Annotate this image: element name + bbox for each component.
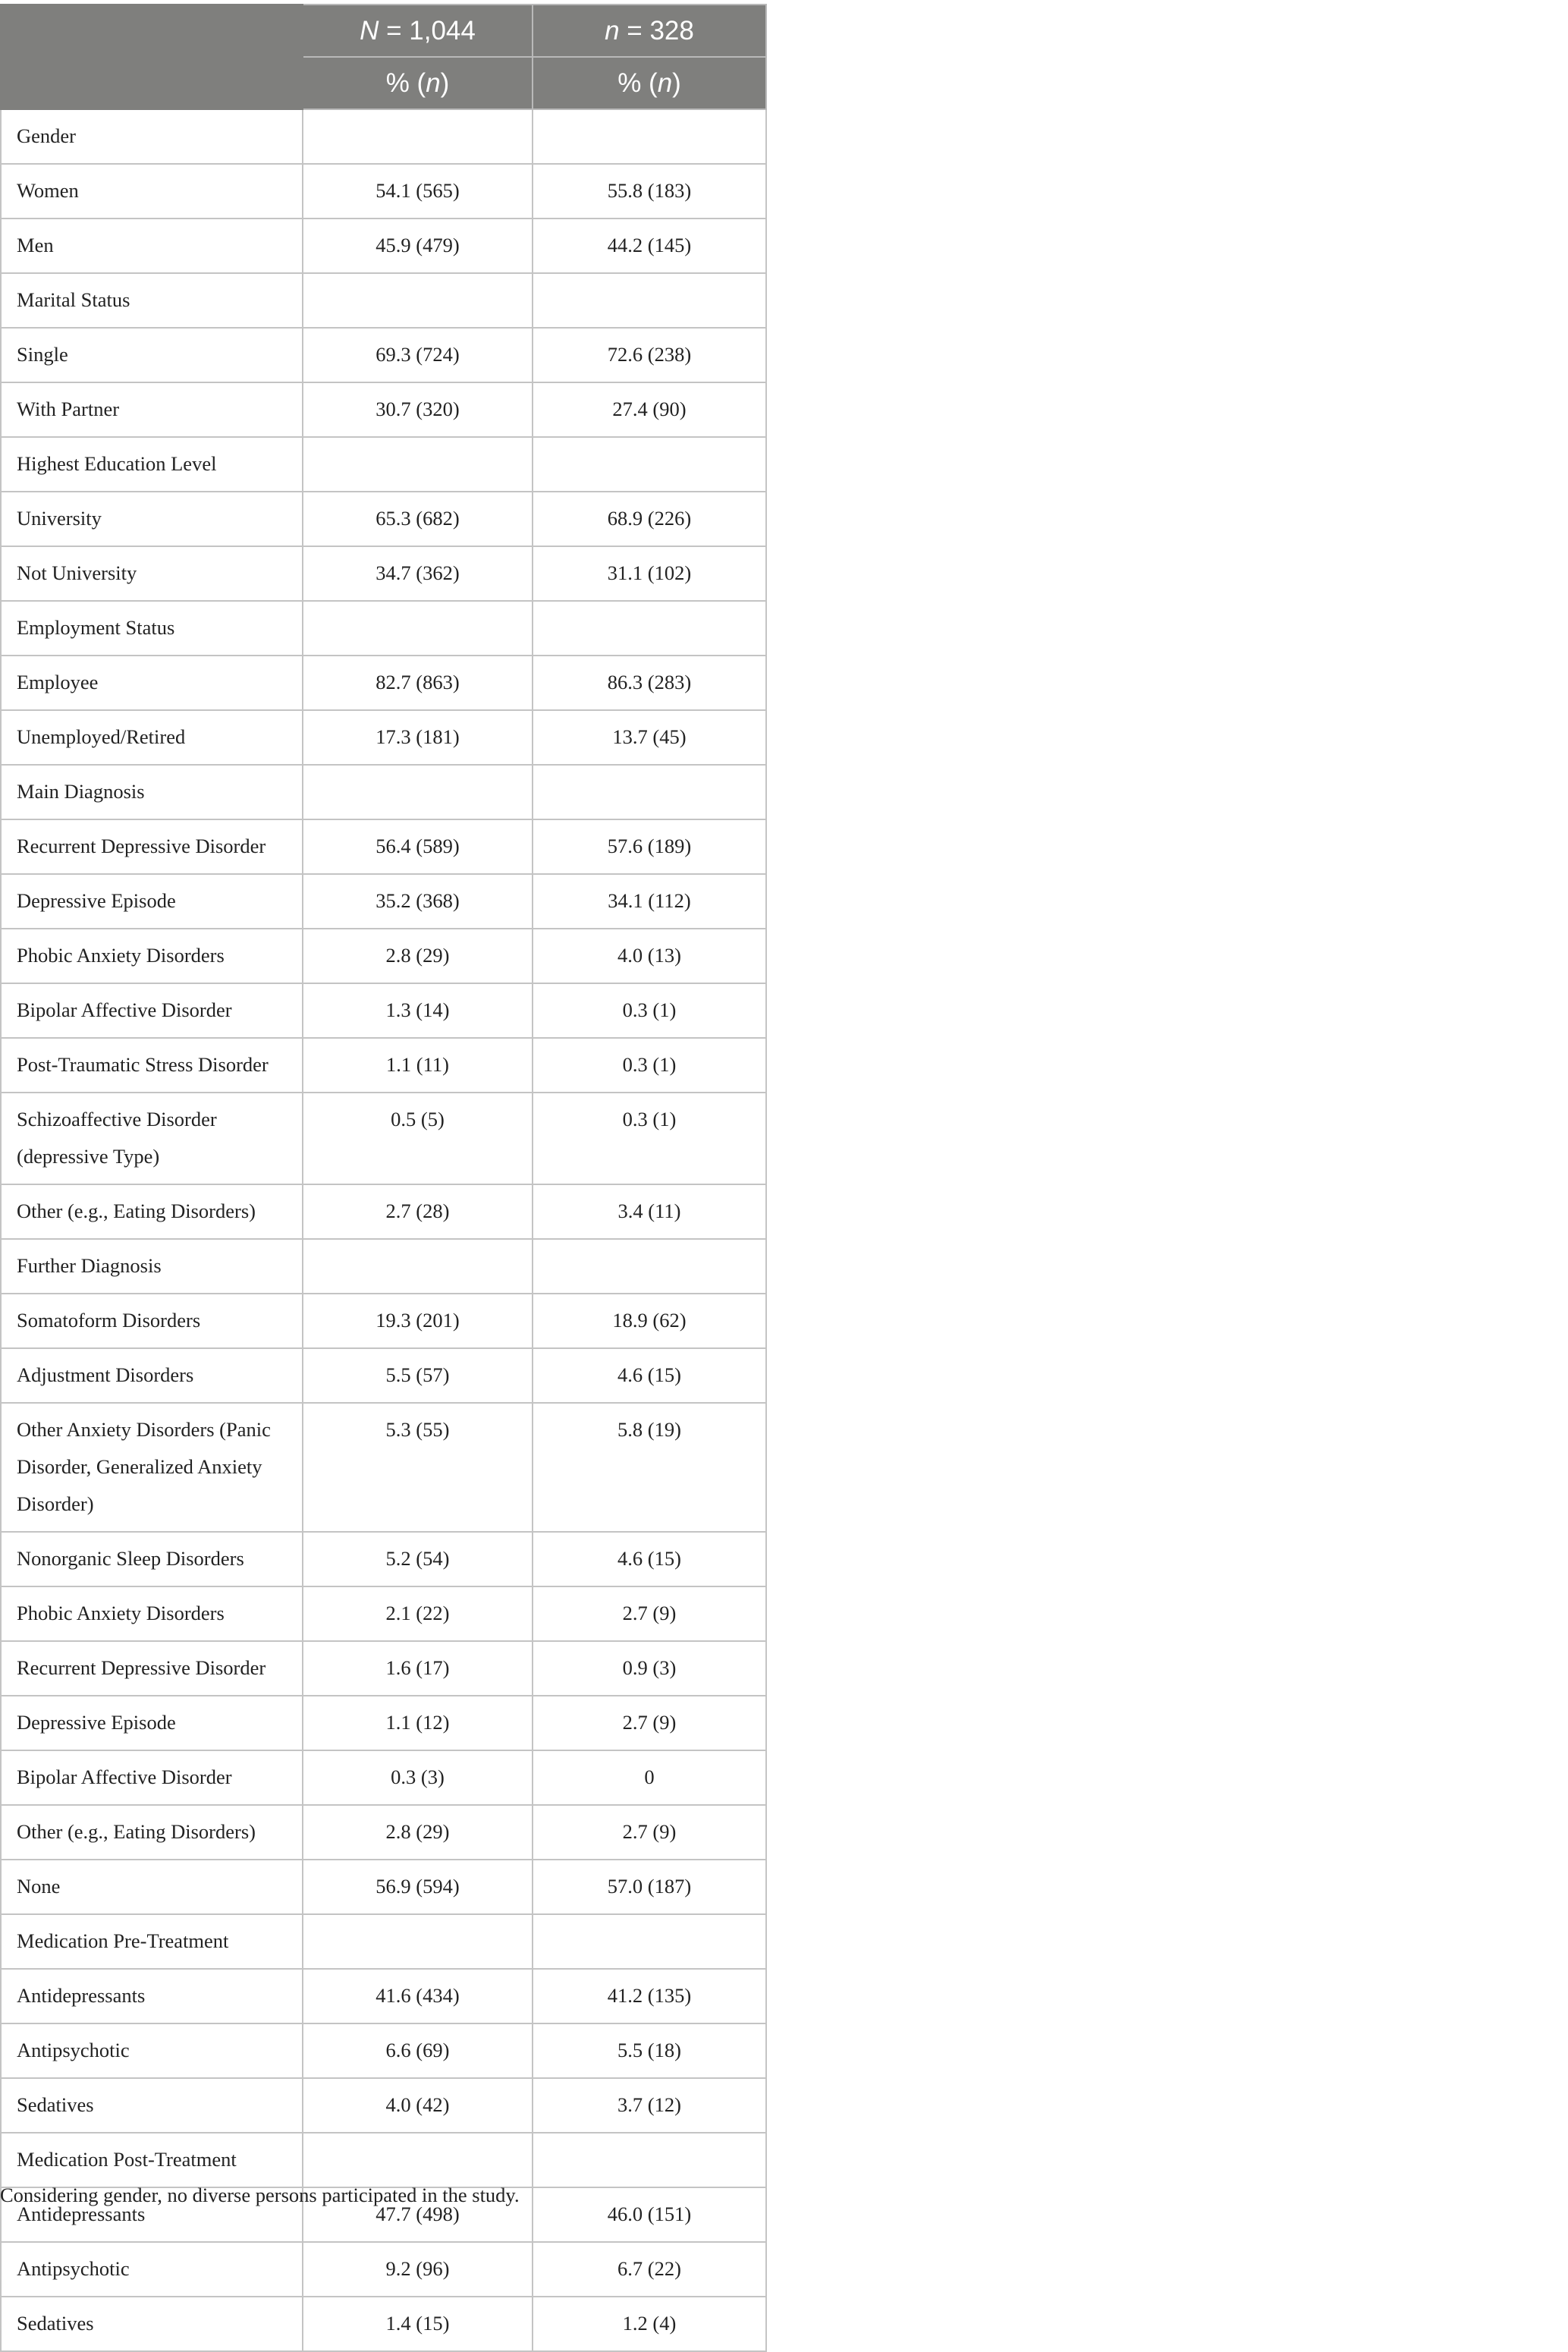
subsample-value-cell: 34.1 (112) [533, 874, 766, 929]
row-label-cell: Nonorganic Sleep Disorders [1, 1532, 303, 1586]
row-label-cell: Medication Post-Treatment [1, 2133, 303, 2187]
total-sample-value-cell: 6.6 (69) [303, 2023, 533, 2078]
row-label-cell: Antipsychotic [1, 2023, 303, 2078]
table-row [1, 819, 766, 874]
row-label-cell: Marital Status [1, 273, 303, 328]
table-row [1, 273, 766, 328]
total-sample-value-cell [303, 601, 533, 656]
demographics-table [0, 4, 767, 2352]
row-label-cell: Unemployed/Retired [1, 710, 303, 765]
row-label-cell: With Partner [1, 382, 303, 437]
table-row [1, 765, 766, 819]
row-label-cell: Phobic Anxiety Disorders [1, 1586, 303, 1641]
total-sample-value-cell [303, 765, 533, 819]
total-sample-value-cell: 41.6 (434) [303, 1969, 533, 2023]
table-footnote: Considering gender, no diverse persons participated in the study. [0, 2184, 520, 2206]
subsample-value-cell: 55.8 (183) [533, 164, 766, 219]
total-sample-value-cell: 34.7 (362) [303, 546, 533, 601]
subsample-value-cell: 44.2 (145) [533, 219, 766, 273]
table-row [1, 164, 766, 219]
table-row [1, 874, 766, 929]
header-total-sample [303, 5, 533, 57]
row-label-cell: Men [1, 219, 303, 273]
table-row [1, 1093, 766, 1184]
table-row [1, 1914, 766, 1969]
total-sample-value-cell: 5.5 (57) [303, 1348, 533, 1403]
row-label-cell: Adjustment Disorders [1, 1348, 303, 1403]
subsample-value-cell [533, 765, 766, 819]
table-body [1, 109, 766, 2351]
row-label-cell: Bipolar Affective Disorder [1, 1750, 303, 1805]
table-row [1, 1750, 766, 1805]
row-label-cell: Somatoform Disorders [1, 1294, 303, 1348]
header-row-sample-size [1, 5, 766, 57]
header-units-col1 [303, 57, 533, 109]
subsample-value-cell: 4.6 (15) [533, 1348, 766, 1403]
row-label-cell: Sedatives [1, 2297, 303, 2351]
table-row [1, 710, 766, 765]
subsample-value-cell: 1.2 (4) [533, 2297, 766, 2351]
header-units-col2 [533, 57, 766, 109]
total-sample-value-cell: 45.9 (479) [303, 219, 533, 273]
table-row [1, 546, 766, 601]
row-label-cell: Medication Pre-Treatment [1, 1914, 303, 1969]
subsample-value-cell: 46.0 (151) [533, 2187, 766, 2242]
units-pct: % ( [617, 68, 658, 98]
header-subsample-value: = 328 [619, 15, 694, 46]
subsample-value-cell [533, 601, 766, 656]
subsample-value-cell: 0.3 (1) [533, 1093, 766, 1184]
row-label-cell: Single [1, 328, 303, 382]
table-row [1, 437, 766, 492]
subsample-value-cell: 3.7 (12) [533, 2078, 766, 2133]
row-label-cell: Recurrent Depressive Disorder [1, 819, 303, 874]
total-sample-value-cell: 54.1 (565) [303, 164, 533, 219]
row-label-cell: Highest Education Level [1, 437, 303, 492]
table-row [1, 1805, 766, 1860]
table-row [1, 492, 766, 546]
total-sample-value-cell: 2.8 (29) [303, 1805, 533, 1860]
table-row [1, 219, 766, 273]
row-label-cell: Post-Traumatic Stress Disorder [1, 1038, 303, 1093]
row-label-cell: Phobic Anxiety Disorders [1, 929, 303, 983]
total-sample-value-cell: 82.7 (863) [303, 656, 533, 710]
total-sample-value-cell: 4.0 (42) [303, 2078, 533, 2133]
subsample-value-cell: 5.8 (19) [533, 1403, 766, 1532]
units-close: ) [672, 68, 681, 98]
total-sample-value-cell: 1.3 (14) [303, 983, 533, 1038]
total-sample-value-cell: 56.4 (589) [303, 819, 533, 874]
subsample-value-cell: 41.2 (135) [533, 1969, 766, 2023]
subsample-value-cell: 72.6 (238) [533, 328, 766, 382]
total-sample-value-cell [303, 437, 533, 492]
row-label-cell: Sedatives [1, 2078, 303, 2133]
table-row [1, 1184, 766, 1239]
table-row [1, 983, 766, 1038]
row-label-cell: Employee [1, 656, 303, 710]
header-subsample-var: n [605, 15, 620, 46]
subsample-value-cell: 86.3 (283) [533, 656, 766, 710]
table-row [1, 382, 766, 437]
total-sample-value-cell: 0.3 (3) [303, 1750, 533, 1805]
header-subsample [533, 5, 766, 57]
units-n: n [426, 68, 441, 98]
subsample-value-cell [533, 1914, 766, 1969]
table-row [1, 1969, 766, 2023]
subsample-value-cell: 3.4 (11) [533, 1184, 766, 1239]
total-sample-value-cell: 35.2 (368) [303, 874, 533, 929]
subsample-value-cell: 4.6 (15) [533, 1532, 766, 1586]
row-label-cell: Other (e.g., Eating Disorders) [1, 1184, 303, 1239]
row-label-cell: Recurrent Depressive Disorder [1, 1641, 303, 1696]
row-label-cell: Gender [1, 109, 303, 164]
subsample-value-cell: 57.0 (187) [533, 1860, 766, 1914]
subsample-value-cell [533, 273, 766, 328]
table-row [1, 328, 766, 382]
table-header [1, 5, 766, 109]
header-total-value: = 1,044 [379, 15, 476, 46]
table-row [1, 109, 766, 164]
row-label-cell: None [1, 1860, 303, 1914]
table-row [1, 1860, 766, 1914]
subsample-value-cell: 4.0 (13) [533, 929, 766, 983]
subsample-value-cell: 57.6 (189) [533, 819, 766, 874]
total-sample-value-cell: 19.3 (201) [303, 1294, 533, 1348]
header-blank-cell [1, 5, 303, 109]
total-sample-value-cell [303, 1239, 533, 1294]
total-sample-value-cell: 1.1 (11) [303, 1038, 533, 1093]
row-label-cell: Other (e.g., Eating Disorders) [1, 1805, 303, 1860]
table-row [1, 656, 766, 710]
table-row [1, 1038, 766, 1093]
table-row [1, 1532, 766, 1586]
header-total-var: N [360, 15, 379, 46]
total-sample-value-cell: 65.3 (682) [303, 492, 533, 546]
row-label-cell: Employment Status [1, 601, 303, 656]
table-row [1, 929, 766, 983]
row-label-cell: Further Diagnosis [1, 1239, 303, 1294]
total-sample-value-cell: 47.7 (498) [303, 2187, 533, 2242]
subsample-value-cell: 0 [533, 1750, 766, 1805]
subsample-value-cell [533, 1239, 766, 1294]
subsample-value-cell: 2.7 (9) [533, 1696, 766, 1750]
total-sample-value-cell: 1.1 (12) [303, 1696, 533, 1750]
units-close: ) [440, 68, 450, 98]
subsample-value-cell: 2.7 (9) [533, 1586, 766, 1641]
total-sample-value-cell [303, 2133, 533, 2187]
subsample-value-cell: 18.9 (62) [533, 1294, 766, 1348]
total-sample-value-cell: 2.7 (28) [303, 1184, 533, 1239]
subsample-value-cell: 0.9 (3) [533, 1641, 766, 1696]
total-sample-value-cell [303, 109, 533, 164]
subsample-value-cell: 2.7 (9) [533, 1805, 766, 1860]
total-sample-value-cell: 5.2 (54) [303, 1532, 533, 1586]
total-sample-value-cell [303, 1914, 533, 1969]
row-label-cell: Not University [1, 546, 303, 601]
row-label-cell: Other Anxiety Disorders (Panic Disorder, Generalized Anxiety Disorder) [1, 1403, 303, 1532]
table-row [1, 1586, 766, 1641]
row-label-cell: University [1, 492, 303, 546]
units-n: n [657, 68, 673, 98]
row-label-cell: Main Diagnosis [1, 765, 303, 819]
total-sample-value-cell: 0.5 (5) [303, 1093, 533, 1184]
table-row [1, 1641, 766, 1696]
table-row [1, 1239, 766, 1294]
total-sample-value-cell: 5.3 (55) [303, 1403, 533, 1532]
subsample-value-cell: 0.3 (1) [533, 983, 766, 1038]
table-row [1, 2242, 766, 2297]
units-pct: % ( [385, 68, 426, 98]
row-label-cell: Bipolar Affective Disorder [1, 983, 303, 1038]
total-sample-value-cell: 1.6 (17) [303, 1641, 533, 1696]
table-row [1, 2023, 766, 2078]
table-row [1, 1348, 766, 1403]
row-label-cell: Antidepressants [1, 1969, 303, 2023]
row-label-cell: Women [1, 164, 303, 219]
subsample-value-cell: 27.4 (90) [533, 382, 766, 437]
row-label-cell: Antidepressants [1, 2187, 303, 2242]
total-sample-value-cell: 17.3 (181) [303, 710, 533, 765]
total-sample-value-cell: 69.3 (724) [303, 328, 533, 382]
total-sample-value-cell: 9.2 (96) [303, 2242, 533, 2297]
row-label-cell: Schizoaffective Disorder (depressive Type) [1, 1093, 303, 1184]
total-sample-value-cell: 56.9 (594) [303, 1860, 533, 1914]
subsample-value-cell [533, 109, 766, 164]
subsample-value-cell: 13.7 (45) [533, 710, 766, 765]
subsample-value-cell: 31.1 (102) [533, 546, 766, 601]
total-sample-value-cell [303, 273, 533, 328]
subsample-value-cell: 68.9 (226) [533, 492, 766, 546]
total-sample-value-cell: 30.7 (320) [303, 382, 533, 437]
table-row [1, 1294, 766, 1348]
table-row [1, 2133, 766, 2187]
subsample-value-cell: 6.7 (22) [533, 2242, 766, 2297]
total-sample-value-cell: 1.4 (15) [303, 2297, 533, 2351]
total-sample-value-cell: 2.1 (22) [303, 1586, 533, 1641]
row-label-cell: Antipsychotic [1, 2242, 303, 2297]
row-label-cell: Depressive Episode [1, 1696, 303, 1750]
subsample-value-cell [533, 2133, 766, 2187]
table-row [1, 601, 766, 656]
table-row [1, 2078, 766, 2133]
subsample-value-cell: 0.3 (1) [533, 1038, 766, 1093]
table-row [1, 1696, 766, 1750]
total-sample-value-cell: 2.8 (29) [303, 929, 533, 983]
subsample-value-cell: 5.5 (18) [533, 2023, 766, 2078]
subsample-value-cell [533, 437, 766, 492]
table-row [1, 2297, 766, 2351]
table-row [1, 1403, 766, 1532]
row-label-cell: Depressive Episode [1, 874, 303, 929]
